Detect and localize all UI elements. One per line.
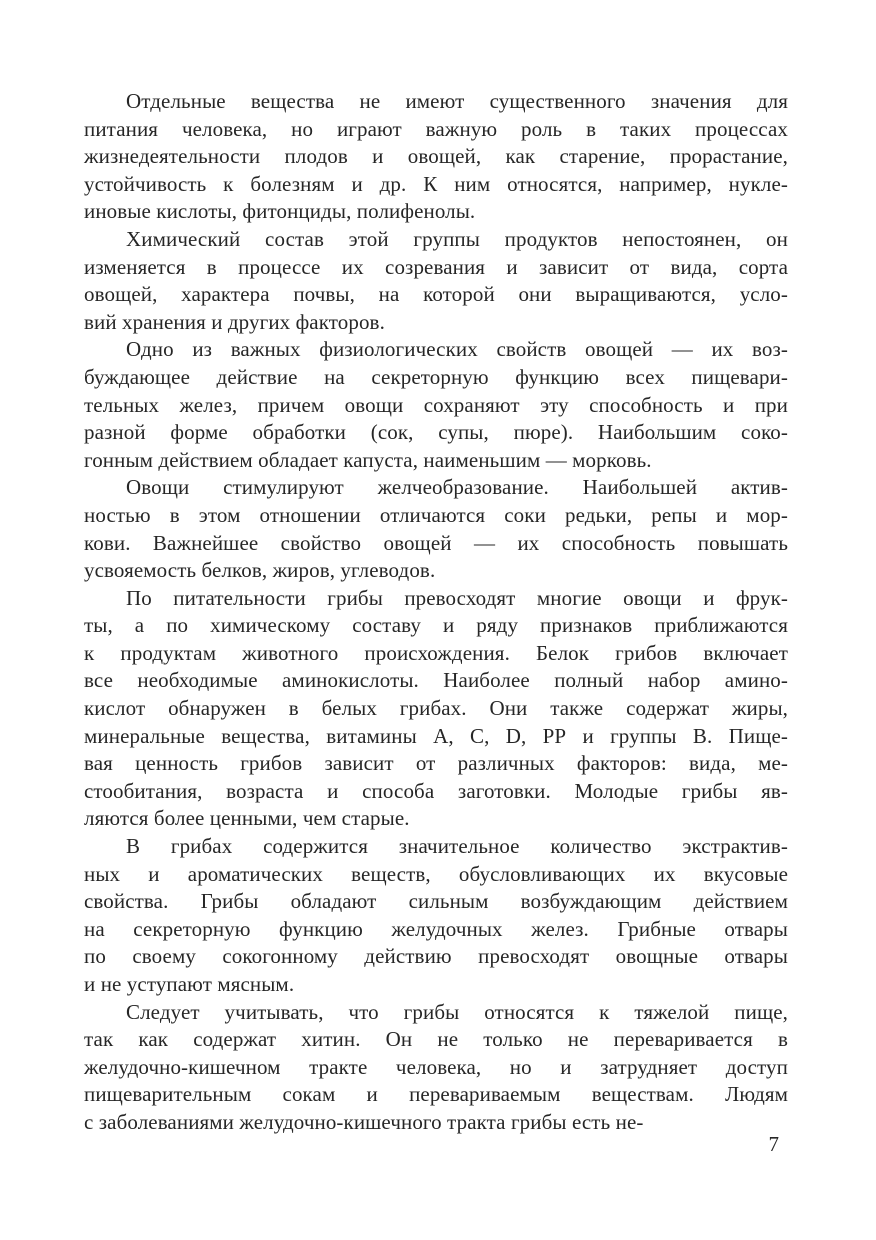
text-block <box>84 88 788 1137</box>
paragraph <box>84 336 788 474</box>
text-line: свойства. Грибы обладают сильным возбуждающим действием <box>84 889 788 914</box>
text-line: желудочно-кишечном тракте человека, но и затрудняет доступ <box>84 1054 788 1079</box>
text-line: с заболеваниями желудочно-кишечного тракта грибы есть не- <box>84 1109 644 1134</box>
text-line: на секреторную функцию желудочных желез. Грибные отвары <box>84 916 788 941</box>
text-line: по своему сокогонному действию превосходят овощные отвары <box>84 944 788 969</box>
text-line: жизнедеятельности плодов и овощей, как старение, прорастание, <box>84 144 788 169</box>
text-line: иновые кислоты, фитонциды, полифенолы. <box>84 199 476 224</box>
text-line: гонным действием обладает капуста, наименьшим — морковь. <box>84 447 652 472</box>
paragraph <box>84 999 788 1137</box>
text-line: кислот обнаружен в белых грибах. Они также содержат жиры, <box>84 696 788 721</box>
text-line: Следует учитывать, что грибы относятся к тяжелой пище, <box>126 999 788 1024</box>
text-line: По питательности грибы превосходят многие овощи и фрук- <box>126 585 788 610</box>
paragraph <box>84 88 788 226</box>
paragraph <box>84 226 788 336</box>
text-line: Одно из важных физиологических свойств овощей — их воз- <box>126 337 788 362</box>
page-number: 7 <box>768 1132 779 1156</box>
text-line: вий хранения и других факторов. <box>84 309 385 334</box>
text-line: ностью в этом отношении отличаются соки редьки, репы и мор- <box>84 502 788 527</box>
text-line: ты, а по химическому составу и ряду признаков приближаются <box>84 613 788 638</box>
text-line: Овощи стимулируют желчеобразование. Наибольшей актив- <box>126 475 788 500</box>
text-line: буждающее действие на секреторную функцию всех пищевари- <box>84 364 788 389</box>
text-line: минеральные вещества, витамины А, С, D, РР и группы В. Пище- <box>84 723 788 748</box>
text-line: вая ценность грибов зависит от различных факторов: вида, ме- <box>84 751 788 776</box>
text-line: В грибах содержится значительное количество экстрактив- <box>126 834 788 859</box>
text-line: разной форме обработки (сок, супы, пюре). Наибольшим соко- <box>84 420 788 445</box>
text-line: ных и ароматических веществ, обусловливающих их вкусовые <box>84 861 788 886</box>
text-line: усвояемость белков, жиров, углеводов. <box>84 558 436 583</box>
text-line: так как содержат хитин. Он не только не переваривается в <box>84 1027 788 1052</box>
text-line: Отдельные вещества не имеют существенного значения для <box>126 89 788 113</box>
paragraph <box>84 585 788 833</box>
text-line: устойчивость к болезням и др. К ним относятся, например, нукле- <box>84 171 788 196</box>
text-line: Химический состав этой группы продуктов непостоянен, он <box>126 226 788 251</box>
text-line: изменяется в процессе их созревания и зависит от вида, сорта <box>84 254 788 279</box>
paragraph <box>84 833 788 999</box>
text-line: пищеварительным сокам и перевариваемым веществам. Людям <box>84 1082 788 1107</box>
text-line: овощей, характера почвы, на которой они выращиваются, усло- <box>84 282 788 307</box>
text-line: и не уступают мясным. <box>84 972 295 996</box>
text-line: ляются более ценными, чем старые. <box>84 806 410 831</box>
text-line: питания человека, но играют важную роль в таких процессах <box>84 116 788 141</box>
text-line: к продуктам животного происхождения. Белок грибов включает <box>84 640 788 665</box>
text-line: тельных желез, причем овощи сохраняют эту способность и при <box>84 392 788 417</box>
text-line: стообитания, возраста и способа заготовки. Молодые грибы яв- <box>84 778 788 803</box>
text-line: кови. Важнейшее свойство овощей — их способность повышать <box>84 530 788 555</box>
paragraph <box>84 474 788 584</box>
text-line: все необходимые аминокислоты. Наиболее полный набор амино- <box>84 668 788 693</box>
